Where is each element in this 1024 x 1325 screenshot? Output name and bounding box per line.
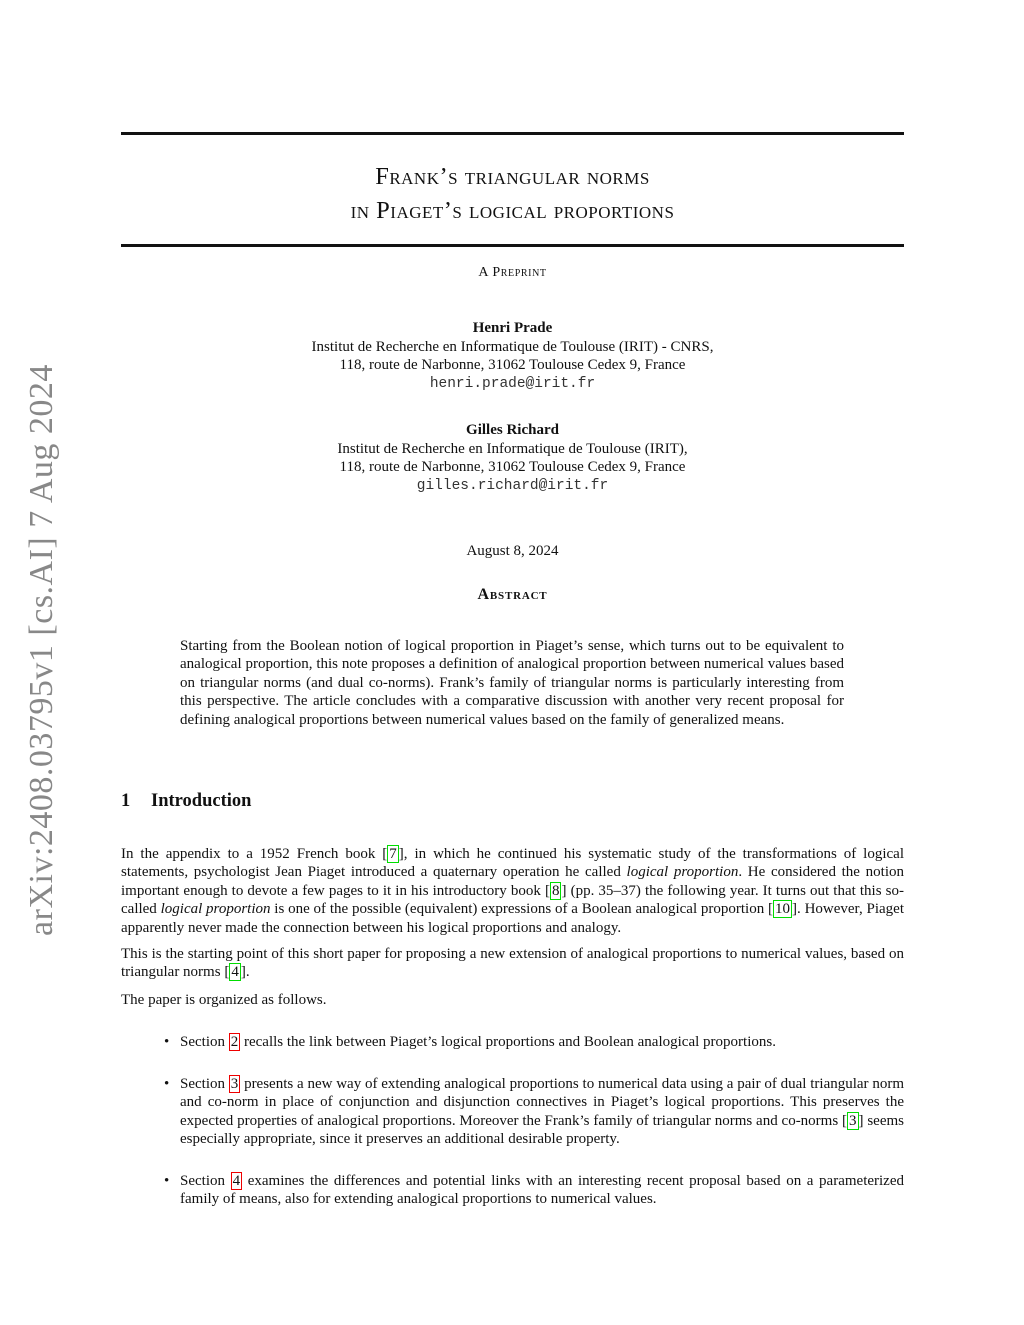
bullet-icon: • (164, 1076, 170, 1092)
paper-title (121, 160, 904, 228)
title-line-1: Frank’s triangular norms (375, 163, 650, 190)
list-item: • Section 3 presents a new way of extending analogical proportions to numerical data using a pair of dual triangular norm and co-norm in place of conjunction and disjunction connectives in Piaget’s logical proportions. This preserves the expected properties of analogical proportions. Moreover the Frank’s family of triangular norms and co-norms [ 3 ] seems especially appropriate, since it preserves an additional desirable property. (164, 1076, 904, 1148)
section-heading (121, 791, 251, 812)
list-item: • Section 4 examines the differences and potential links with an interesting recent proposal based on a parameterized family of means, also for extending analogical proportions to numerical values. (164, 1173, 904, 1208)
author-name: Gilles Richard (466, 422, 559, 438)
author-block-1 (121, 319, 904, 393)
bullet-icon: • (164, 1173, 170, 1189)
section-number: 1 (121, 791, 131, 811)
section-ref-link[interactable]: 4 (232, 1173, 241, 1189)
paper-date: August 8, 2024 (466, 543, 559, 559)
list-item: • Section 2 recalls the link between Piaget’s logical proportions and Boolean analogical proportions. (164, 1034, 776, 1050)
author-affiliation: Institut de Recherche en Informatique de Toulouse (IRIT), (337, 440, 688, 457)
section-ref-link[interactable]: 3 (230, 1076, 239, 1092)
author-affiliation: Institut de Recherche en Informatique de Toulouse (IRIT) - CNRS, (311, 338, 714, 355)
section-title: Introduction (151, 791, 252, 811)
intro-paragraph-2: This is the starting point of this short paper for proposing a new extension of analogical proportions to numerical values, based on triangular norms [ 4 ]. (121, 946, 904, 981)
author-email[interactable]: gilles.richard@irit.fr (416, 477, 609, 494)
section-ref-link[interactable]: 2 (230, 1034, 239, 1050)
author-name: Henri Prade (472, 320, 553, 336)
citation-link[interactable]: 8 (551, 882, 560, 899)
arxiv-id-label: arXiv:2408.03795v1 [cs.AI] 7 Aug 2024 (23, 364, 60, 936)
author-address: 118, route de Narbonne, 31062 Toulouse Cedex 9, France (339, 357, 686, 373)
abstract-text: Starting from the Boolean notion of logical proportion in Piaget’s sense, which turns out to be equivalent to analogical proportion, this note proposes a definition of analogical proportion between numerical values based on triangular norms (and dual co-norms). Frank’s family of triangular norms is particularly interesting from this perspective. The article concludes with a comparative discussion with another very recent proposal for defining analogical proportions between numerical values based on the family of generalized means. (180, 638, 844, 728)
author-address: 118, route de Narbonne, 31062 Toulouse Cedex 9, France (339, 459, 686, 475)
author-block-2 (121, 421, 904, 495)
title-top-rule (121, 132, 904, 135)
bullet-icon: • (164, 1034, 170, 1050)
intro-paragraph-1: In the appendix to a 1952 French book [ 7 ], in which he continued his systematic study of the transformations of logical statements, psychologist Jean Piaget introduced a quaternary operation he called logical proportion. He considered the notion important enough to devote a few pages to it in his introductory book [ 8 ] (pp. 35–37) the following year. It turns out that this so-called logical proportion is one of the possible (equivalent) expressions of a Boolean analogical proportion [ 10 ]. However, Piaget apparently never made the connection between his logical proportions and analogy. (121, 846, 905, 936)
citation-link[interactable]: 4 (231, 964, 239, 981)
citation-link[interactable]: 7 (389, 846, 397, 862)
abstract-heading: Abstract (477, 586, 548, 603)
citation-link[interactable]: 10 (775, 901, 791, 918)
title-bottom-rule (121, 244, 904, 247)
arxiv-sidebar (16, 364, 68, 936)
preprint-label: A Preprint (478, 265, 547, 280)
title-line-2: in Piaget’s logical proportions (350, 197, 675, 224)
author-email[interactable]: henri.prade@irit.fr (429, 375, 596, 392)
intro-paragraph-3: The paper is organized as follows. (121, 992, 327, 1008)
citation-link[interactable]: 3 (849, 1112, 857, 1129)
